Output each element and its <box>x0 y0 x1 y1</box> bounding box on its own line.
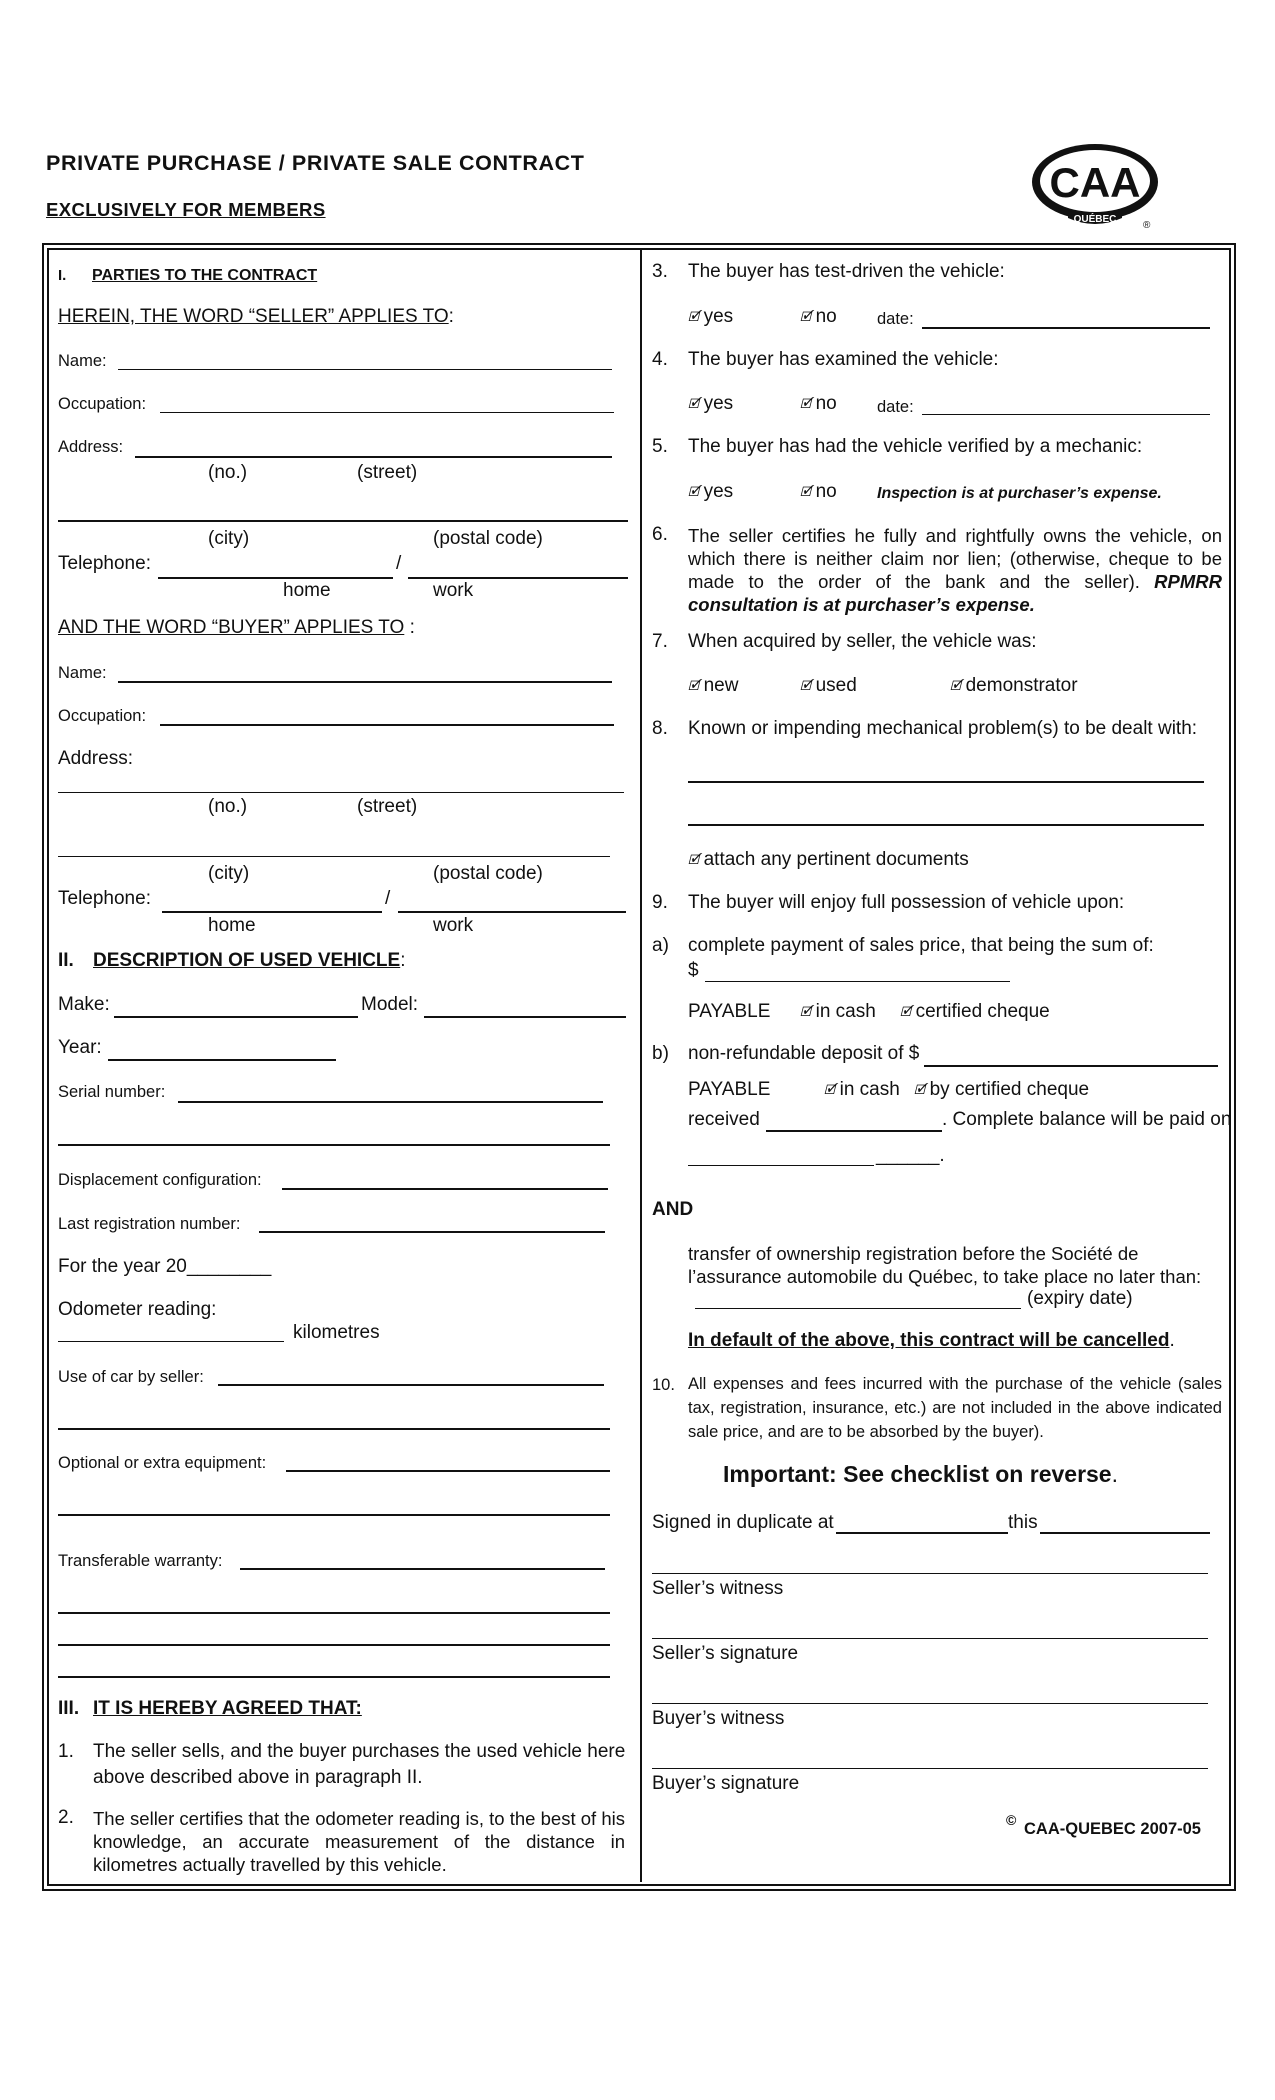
q6-number: 6. <box>652 524 668 545</box>
last-registration-label: Last registration number: <box>58 1215 241 1233</box>
buyer-street-caption: (street) <box>357 796 418 817</box>
use-of-car-field[interactable] <box>218 1384 604 1386</box>
q3-yes-label: yes <box>703 306 734 327</box>
q3-date-field[interactable] <box>922 327 1210 329</box>
buyer-occupation-field[interactable] <box>160 724 614 726</box>
q5-no-option[interactable] <box>800 481 837 503</box>
q8-field-2[interactable] <box>688 824 1204 826</box>
q7-new-label: new <box>703 675 739 696</box>
caa-logo-graphic <box>1030 138 1170 234</box>
seller-home-phone-field[interactable] <box>158 577 393 579</box>
registered-mark: ® <box>1143 220 1151 231</box>
q9a-dollar: $ <box>688 960 699 981</box>
seller-telephone-label: Telephone: <box>58 553 151 574</box>
buyer-phone-slash: / <box>385 888 391 909</box>
q8-text: Known or impending mechanical problem(s) to be dealt with: <box>688 718 1198 739</box>
checkbox-icon: 🗹 <box>800 309 812 324</box>
odometer-label: Odometer reading: <box>58 1299 217 1320</box>
q4-no-option[interactable] <box>800 393 837 415</box>
warranty-field[interactable] <box>240 1568 605 1570</box>
column-divider <box>640 250 642 1882</box>
q7-demonstrator-label: demonstrator <box>965 675 1078 696</box>
model-field[interactable] <box>424 1016 626 1018</box>
checkbox-icon: 🗹 <box>800 484 812 499</box>
optional-equipment-field-2[interactable] <box>58 1514 610 1516</box>
sellers-witness-line[interactable] <box>652 1573 1208 1574</box>
default-clause-period: . <box>1169 1330 1175 1351</box>
buyer-telephone-label: Telephone: <box>58 888 151 909</box>
seller-no-caption: (no.) <box>208 462 248 483</box>
logo-quebec: QUÉBEC <box>1073 214 1117 225</box>
received-label: received <box>688 1109 760 1130</box>
q9b-cash-label: in cash <box>839 1079 900 1100</box>
q10-number: 10. <box>652 1376 675 1394</box>
received-date-field[interactable] <box>766 1130 942 1132</box>
seller-phone-slash: / <box>396 553 402 574</box>
q9b-cheque-label: by certified cheque <box>929 1079 1090 1100</box>
warranty-field-3[interactable] <box>58 1644 610 1646</box>
signed-at-field[interactable] <box>836 1532 1008 1534</box>
warranty-field-2[interactable] <box>58 1612 610 1614</box>
checkbox-icon: 🗹 <box>688 852 700 867</box>
buyer-city-postal-field[interactable] <box>58 856 610 857</box>
caa-quebec-logo <box>1030 138 1170 234</box>
buyers-signature-caption: Buyer’s signature <box>652 1773 800 1794</box>
section-3-title: IT IS HEREBY AGREED THAT: <box>93 1698 362 1719</box>
logo-wordmark: CAA <box>1049 159 1141 206</box>
checkbox-icon: 🗹 <box>688 396 700 411</box>
seller-occupation-label: Occupation: <box>58 395 147 413</box>
default-clause <box>688 1330 1175 1352</box>
seller-occupation-field[interactable] <box>160 412 614 413</box>
checkbox-icon: 🗹 <box>688 484 700 499</box>
important-notice-period: . <box>1111 1461 1118 1487</box>
q4-date-label: date: <box>877 398 914 416</box>
q9b-payable: PAYABLE <box>688 1079 771 1100</box>
q9b-cheque-option[interactable] <box>914 1079 1089 1101</box>
seller-intro-text: HEREIN, THE WORD “SELLER” APPLIES TO <box>58 306 449 327</box>
q3-no-option[interactable] <box>800 306 837 328</box>
seller-name-field[interactable] <box>118 369 612 370</box>
expiry-date-caption: (expiry date) <box>1027 1288 1133 1309</box>
serial-number-field[interactable] <box>178 1101 603 1103</box>
clause-1-line-2: above described above in paragraph II. <box>93 1767 423 1788</box>
attach-documents-label: attach any pertinent documents <box>703 849 969 870</box>
checkbox-icon: 🗹 <box>688 309 700 324</box>
checkbox-icon: 🗹 <box>950 678 962 693</box>
seller-work-phone-field[interactable] <box>408 577 628 579</box>
checkbox-icon: 🗹 <box>900 1004 912 1019</box>
q8-number: 8. <box>652 718 668 739</box>
q4-no-label: no <box>815 393 837 414</box>
buyer-work-caption: work <box>433 915 474 936</box>
q3-date-label: date: <box>877 310 914 328</box>
buyer-intro <box>58 617 415 639</box>
checkbox-icon: 🗹 <box>824 1082 836 1097</box>
q9a-payable: PAYABLE <box>688 1001 771 1022</box>
buyers-signature-line[interactable] <box>652 1768 1208 1769</box>
odometer-field[interactable] <box>58 1341 284 1342</box>
section-2-colon: : <box>400 950 406 971</box>
seller-intro-colon: : <box>448 306 454 327</box>
seller-work-caption: work <box>433 580 474 601</box>
q9b-cash-option[interactable] <box>824 1079 900 1101</box>
q9-number: 9. <box>652 892 668 913</box>
q7-demonstrator-option[interactable] <box>950 675 1078 697</box>
seller-home-caption: home <box>283 580 331 601</box>
warranty-field-4[interactable] <box>58 1676 610 1678</box>
optional-equipment-field[interactable] <box>286 1470 610 1472</box>
sellers-witness-caption: Seller’s witness <box>652 1578 784 1599</box>
clause-2-text: The seller certifies that the odometer reading is, to the best of his knowledge, an accurate measurement of the distance in kilometres actually travelled by this vehicle. <box>93 1808 625 1875</box>
buyer-address-label: Address: <box>58 748 133 769</box>
q7-used-label: used <box>815 675 857 696</box>
buyer-intro-colon: : <box>404 617 415 638</box>
for-the-year-field[interactable]: For the year 20________ <box>58 1256 272 1277</box>
signed-date-field[interactable] <box>1040 1532 1210 1534</box>
q7-number: 7. <box>652 631 668 652</box>
q7-new-option[interactable] <box>688 675 738 697</box>
q4-text: The buyer has examined the vehicle: <box>688 349 999 370</box>
inspection-note: Inspection is at purchaser’s expense. <box>877 485 1162 502</box>
q3-text: The buyer has test-driven the vehicle: <box>688 261 1005 282</box>
buyer-occupation-label: Occupation: <box>58 707 147 725</box>
optional-equipment-label: Optional or extra equipment: <box>58 1454 267 1472</box>
q4-yes-option[interactable] <box>688 393 733 415</box>
q6-paragraph <box>688 524 1222 616</box>
q4-number: 4. <box>652 349 668 370</box>
buyer-city-caption: (city) <box>208 863 250 884</box>
q5-yes-option[interactable] <box>688 481 733 503</box>
q4-date-field[interactable] <box>922 414 1210 415</box>
q7-used-option[interactable] <box>800 675 857 697</box>
clause-1-line-1: The seller sells, and the buyer purchases the used vehicle here <box>93 1741 626 1762</box>
buyer-no-caption: (no.) <box>208 796 248 817</box>
q6-bold-note: RPMRR consultation is at purchaser’s expense. <box>688 571 1222 615</box>
year-label: Year: <box>58 1037 102 1058</box>
q4-yes-label: yes <box>703 393 734 414</box>
q5-no-label: no <box>815 481 837 502</box>
copyright-text: CAA-QUEBEC 2007-05 <box>1024 1820 1201 1838</box>
transfer-text: transfer of ownership registration before the Société de l’assurance automobile du Québec, to take place no later than: <box>688 1243 1202 1287</box>
clause-2-number: 2. <box>58 1807 74 1828</box>
q3-no-label: no <box>815 306 837 327</box>
section-3-number: III. <box>58 1698 80 1719</box>
section-2-title: DESCRIPTION OF USED VEHICLE <box>93 950 401 971</box>
q5-text: The buyer has had the vehicle verified by a mechanic: <box>688 436 1143 457</box>
form-subtitle: EXCLUSIVELY FOR MEMBERS <box>46 199 326 220</box>
seller-intro <box>58 306 454 328</box>
section-1-title: PARTIES TO THE CONTRACT <box>92 267 318 284</box>
buyer-name-field[interactable] <box>118 681 612 683</box>
deposit-field[interactable] <box>924 1065 1218 1067</box>
warranty-label: Transferable warranty: <box>58 1552 223 1570</box>
q9-text: The buyer will enjoy full possession of vehicle upon: <box>688 892 1125 913</box>
buyer-name-label: Name: <box>58 664 107 682</box>
year-field[interactable] <box>108 1059 336 1061</box>
buyer-home-phone-field[interactable] <box>162 911 382 913</box>
complete-balance-text: . Complete balance will be paid on <box>942 1109 1232 1130</box>
make-field[interactable] <box>114 1016 358 1018</box>
q8-field-1[interactable] <box>688 781 1204 783</box>
buyer-intro-text: AND THE WORD “BUYER” APPLIES TO <box>58 617 405 638</box>
q9a-cheque-label: certified cheque <box>915 1001 1050 1022</box>
q3-number: 3. <box>652 261 668 282</box>
buyers-witness-line[interactable] <box>652 1703 1208 1704</box>
checkbox-icon: 🗹 <box>800 396 812 411</box>
q5-number: 5. <box>652 436 668 457</box>
balance-date-trailing: ______. <box>876 1145 945 1166</box>
q9a-cash-option[interactable] <box>800 1001 876 1023</box>
seller-address-label: Address: <box>58 438 124 456</box>
buyers-witness-caption: Buyer’s witness <box>652 1708 785 1729</box>
buyer-home-caption: home <box>208 915 256 936</box>
seller-city-caption: (city) <box>208 528 250 549</box>
use-of-car-field-2[interactable] <box>58 1428 610 1430</box>
important-notice <box>723 1461 1118 1487</box>
use-of-car-label: Use of car by seller: <box>58 1368 204 1386</box>
q6-text: The seller certifies he fully and rightfully owns the vehicle, on which there is neither claim nor lien; (otherwise, cheque to be made to the order of the bank and the seller). <box>688 525 1222 592</box>
q7-text: When acquired by seller, the vehicle was: <box>688 631 1037 652</box>
q10-text: All expenses and fees incurred with the purchase of the vehicle (sales tax, registration, insurance, etc.) are not included in the above indicated sale price, and are to be absorbed by the buyer). <box>688 1375 1222 1441</box>
buyer-address-field[interactable] <box>58 792 624 793</box>
sellers-signature-line[interactable] <box>652 1638 1208 1639</box>
seller-name-label: Name: <box>58 352 107 370</box>
expiry-date-field[interactable] <box>695 1308 1021 1309</box>
q9a-letter: a) <box>652 935 669 956</box>
q9a-text: complete payment of sales price, that being the sum of: <box>688 935 1154 956</box>
attach-documents-option[interactable] <box>688 849 969 871</box>
default-clause-text: In default of the above, this contract will be cancelled <box>688 1330 1170 1351</box>
sales-price-field[interactable] <box>705 981 1010 982</box>
q9a-cash-label: in cash <box>815 1001 876 1022</box>
section-2-number: II. <box>58 950 74 971</box>
balance-date-field[interactable] <box>688 1165 874 1166</box>
sellers-signature-caption: Seller’s signature <box>652 1643 799 1664</box>
model-label: Model: <box>361 994 419 1015</box>
buyer-postal-caption: (postal code) <box>433 863 543 884</box>
seller-postal-caption: (postal code) <box>433 528 543 549</box>
kilometres-label: kilometres <box>293 1322 380 1343</box>
checkbox-icon: 🗹 <box>800 678 812 693</box>
seller-city-postal-field[interactable] <box>58 520 628 522</box>
this-label: this <box>1008 1512 1038 1533</box>
q9b-letter: b) <box>652 1043 669 1064</box>
and-label: AND <box>652 1199 694 1220</box>
checkbox-icon: 🗹 <box>688 678 700 693</box>
make-label: Make: <box>58 994 110 1015</box>
serial-number-field-2[interactable] <box>58 1144 610 1146</box>
displacement-field[interactable] <box>282 1188 608 1190</box>
buyer-work-phone-field[interactable] <box>398 911 626 913</box>
q3-yes-option[interactable] <box>688 306 733 328</box>
displacement-label: Displacement configuration: <box>58 1171 262 1189</box>
section-2-heading <box>93 950 405 972</box>
serial-number-label: Serial number: <box>58 1083 166 1101</box>
seller-street-caption: (street) <box>357 462 418 483</box>
checkbox-icon: 🗹 <box>800 1004 812 1019</box>
signed-at-label: Signed in duplicate at <box>652 1512 834 1533</box>
section-1-number: I. <box>58 267 67 284</box>
q5-yes-label: yes <box>703 481 734 502</box>
q9a-cheque-option[interactable] <box>900 1001 1050 1023</box>
important-notice-text: Important: See checklist on reverse <box>723 1461 1112 1487</box>
seller-address-field[interactable] <box>135 456 612 458</box>
form-title: PRIVATE PURCHASE / PRIVATE SALE CONTRACT <box>46 151 585 175</box>
checkbox-icon: 🗹 <box>914 1082 926 1097</box>
copyright-icon: © <box>1006 1812 1017 1828</box>
clause-1-number: 1. <box>58 1741 74 1762</box>
last-registration-field[interactable] <box>259 1231 605 1233</box>
q9b-text: non-refundable deposit of $ <box>688 1043 920 1064</box>
